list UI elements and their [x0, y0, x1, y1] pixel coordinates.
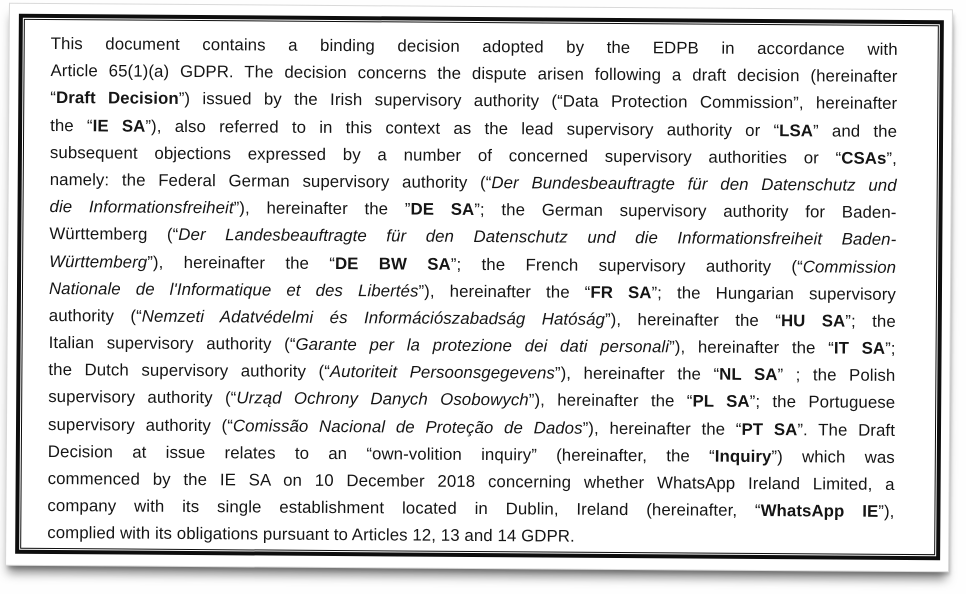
text-segment: ”), hereinafter the “	[582, 418, 742, 439]
text-segment: DE SA	[410, 199, 475, 220]
text-segment: Italian supervisory authority (“	[48, 333, 296, 354]
text-segment: Württemberg (“	[49, 224, 179, 245]
text-segment: ”; the French supervisory authority (“	[450, 254, 803, 276]
text-segment: PL SA	[692, 391, 750, 412]
text-segment: NL SA	[719, 364, 778, 385]
text-segment: ”; the German supervisory authority for Baden-	[474, 200, 897, 223]
text-segment: ”), also referred to in this context as the lead supervisory authority or “	[145, 116, 780, 140]
text-line	[47, 519, 894, 552]
text-segment: Article 65(1)(a) GDPR. The decision concerns the dispute arisen following a draft decision (hereinafter	[50, 61, 898, 87]
text-segment: ”. The Draft	[797, 419, 896, 440]
text-segment: Autoriteit Persoonsgegevens	[329, 362, 555, 383]
text-segment: the Dutch supervisory authority (“	[48, 360, 330, 382]
text-segment: ”; the	[845, 311, 896, 331]
text-segment: ”; the Hungarian supervisory	[651, 282, 897, 304]
text-segment: ”,	[886, 148, 897, 168]
text-segment: LSA	[779, 120, 814, 140]
text-segment: subsequent objections expressed by a number of concerned supervisory authorities or “	[49, 142, 842, 168]
document-border-frame	[15, 14, 944, 560]
text-segment: DE BW SA	[334, 253, 451, 274]
text-segment: complied with its obligations pursuant to Articles 12, 13 and 14 GDPR.	[47, 523, 575, 547]
text-segment: “	[50, 88, 57, 108]
text-segment: IE SA	[92, 115, 146, 136]
text-segment: namely: the Federal German supervisory authority (“	[49, 169, 492, 193]
text-segment: ”), hereinafter the “	[528, 390, 693, 411]
text-segment: Der Bundesbeauftragte für den Datenschutz und	[491, 173, 897, 195]
text-segment: ” and the	[813, 120, 898, 141]
text-segment: FR SA	[590, 282, 652, 302]
text-segment: IT SA	[833, 338, 886, 358]
text-segment: Nemzeti Adatvédelmi és Információszabadság Hatóság	[141, 306, 606, 329]
text-segment: Nationale de l'Informatique et des Libertés	[48, 278, 419, 301]
text-segment: This document contains a binding decision adopted by the EDPB in accordance with	[50, 34, 898, 59]
text-segment: ”) issued by the Irish supervisory authority (“Data Protection Commission”, hereinafter	[178, 89, 898, 114]
text-segment: Urząd Ochrony Danych Osobowych	[236, 388, 529, 410]
text-segment: ”), hereinafter the “	[554, 363, 720, 384]
text-segment: commenced by the IE SA on 10 December 2018 concerning whether WhatsApp Ireland Limited, a	[47, 468, 895, 494]
text-segment: die Informationsfreiheit	[49, 197, 234, 218]
text-segment: ”), hereinafter the “	[418, 281, 591, 302]
text-segment: ”), hereinafter the ”	[233, 198, 411, 219]
text-segment: Commission	[802, 256, 897, 277]
document-paragraph	[19, 18, 940, 556]
text-segment: HU SA	[780, 310, 846, 331]
text-segment: ”;	[885, 338, 896, 358]
text-segment: ”),	[878, 501, 895, 522]
text-segment: Der Landesbeauftragte für den Datenschutz und die Informationsfreiheit Baden-	[178, 225, 897, 250]
text-segment: the “	[50, 115, 93, 135]
text-segment: Comissão Nacional de Proteção de Dados	[232, 415, 583, 438]
text-segment: supervisory authority (“	[48, 387, 237, 408]
text-segment: Draft Decision	[55, 88, 179, 109]
text-segment: CSAs	[841, 148, 887, 168]
text-segment: supervisory authority (“	[47, 414, 234, 435]
text-segment: Decision at issue relates to an “own-volition inquiry” (hereinafter, the “	[47, 441, 715, 466]
text-segment: authority (“	[48, 305, 142, 326]
text-segment: ”), hereinafter the “	[669, 337, 834, 358]
text-segment: PT SA	[741, 419, 798, 439]
text-segment: WhatsApp IE	[760, 501, 879, 521]
text-segment: company with its single establishment located in Dublin, Ireland (hereinafter, “	[47, 496, 761, 521]
text-segment: ”) which was	[771, 446, 895, 467]
document-paper	[6, 4, 952, 572]
text-segment: Württemberg	[49, 251, 148, 272]
text-segment: ”), hereinafter the “	[147, 252, 336, 273]
text-segment: Inquiry	[714, 446, 772, 466]
text-segment: ”), hereinafter the “	[604, 309, 782, 330]
text-segment: ” ; the Polish	[777, 365, 896, 386]
text-segment: ”; the Portuguese	[749, 392, 896, 413]
text-segment: Garante per la protezione dei dati personali	[295, 334, 670, 357]
